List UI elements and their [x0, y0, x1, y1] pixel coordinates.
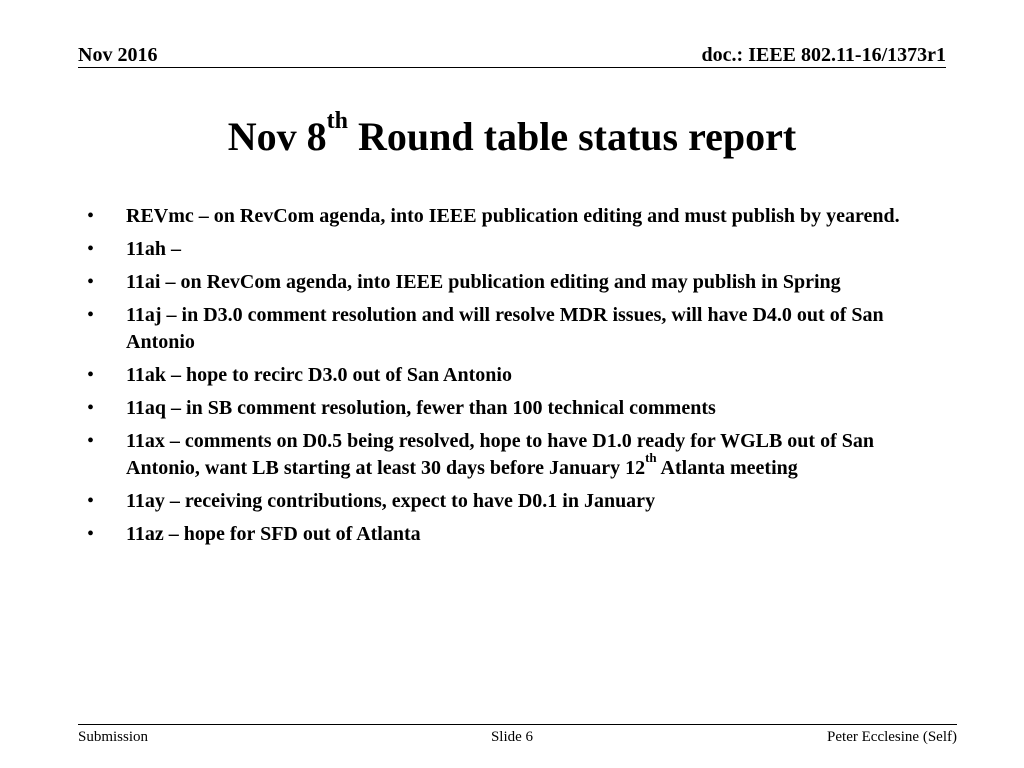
bullet-item-11ah — [87, 236, 937, 263]
bullet-text: 11ay – receiving contributions, expect to have D0.1 in January — [126, 490, 656, 512]
bullet-dot-icon: • — [87, 397, 95, 419]
title-prefix: Nov 8 — [227, 114, 327, 159]
bullet-dot-icon: • — [87, 490, 95, 512]
bullet-item-revmc — [87, 203, 937, 230]
bullet-item-11az — [87, 521, 937, 548]
bullet-item-11aj — [87, 302, 937, 356]
bullet-text: 11ak – hope to recirc D3.0 out of San Antonio — [126, 364, 512, 386]
slide-title — [0, 108, 1024, 161]
bullet-text: 11ai – on RevCom agenda, into IEEE publication editing and may publish in Spring — [126, 271, 841, 293]
bullet-item-11aq — [87, 395, 937, 422]
bullet-item-11ay — [87, 488, 937, 515]
footer-submission: Submission — [78, 729, 149, 745]
bullet-text: 11ah – — [126, 238, 182, 260]
bullet-dot-icon: • — [87, 304, 95, 326]
bullet-dot-icon: • — [87, 238, 95, 260]
footer-divider — [78, 724, 957, 725]
title-suffix: Round table status report — [348, 114, 797, 159]
footer-author: Peter Ecclesine (Self) — [827, 729, 957, 745]
status-bullet-list — [87, 203, 937, 554]
bullet-dot-icon: • — [87, 523, 95, 545]
footer-slide-number: Slide 6 — [490, 729, 534, 745]
bullet-text-tail: Atlanta meeting — [656, 457, 798, 479]
bullet-item-11ai — [87, 269, 937, 296]
header-date: Nov 2016 — [78, 44, 158, 66]
bullet-dot-icon: • — [87, 430, 95, 452]
bullet-text: 11ax – comments on D0.5 being resolved, hope to have D1.0 ready for WGLB out of San Antonio, want LB starting at least 30 days before January 12 — [126, 430, 874, 479]
header-divider — [78, 67, 946, 68]
bullet-superscript: th — [645, 450, 657, 465]
bullet-dot-icon: • — [87, 364, 95, 386]
bullet-text: 11aq – in SB comment resolution, fewer than 100 technical comments — [126, 397, 716, 419]
bullet-item-11ax — [87, 428, 937, 482]
bullet-dot-icon: • — [87, 271, 95, 293]
header-doc-id: doc.: IEEE 802.11-16/1373r1 — [701, 44, 946, 66]
title-superscript: th — [326, 108, 349, 134]
bullet-text: 11az – hope for SFD out of Atlanta — [126, 523, 421, 545]
bullet-item-11ak — [87, 362, 937, 389]
bullet-dot-icon: • — [87, 205, 95, 227]
bullet-text: REVmc – on RevCom agenda, into IEEE publication editing and must publish by yearend. — [126, 205, 900, 227]
bullet-text: 11aj – in D3.0 comment resolution and will resolve MDR issues, will have D4.0 out of San Antonio — [126, 304, 884, 353]
